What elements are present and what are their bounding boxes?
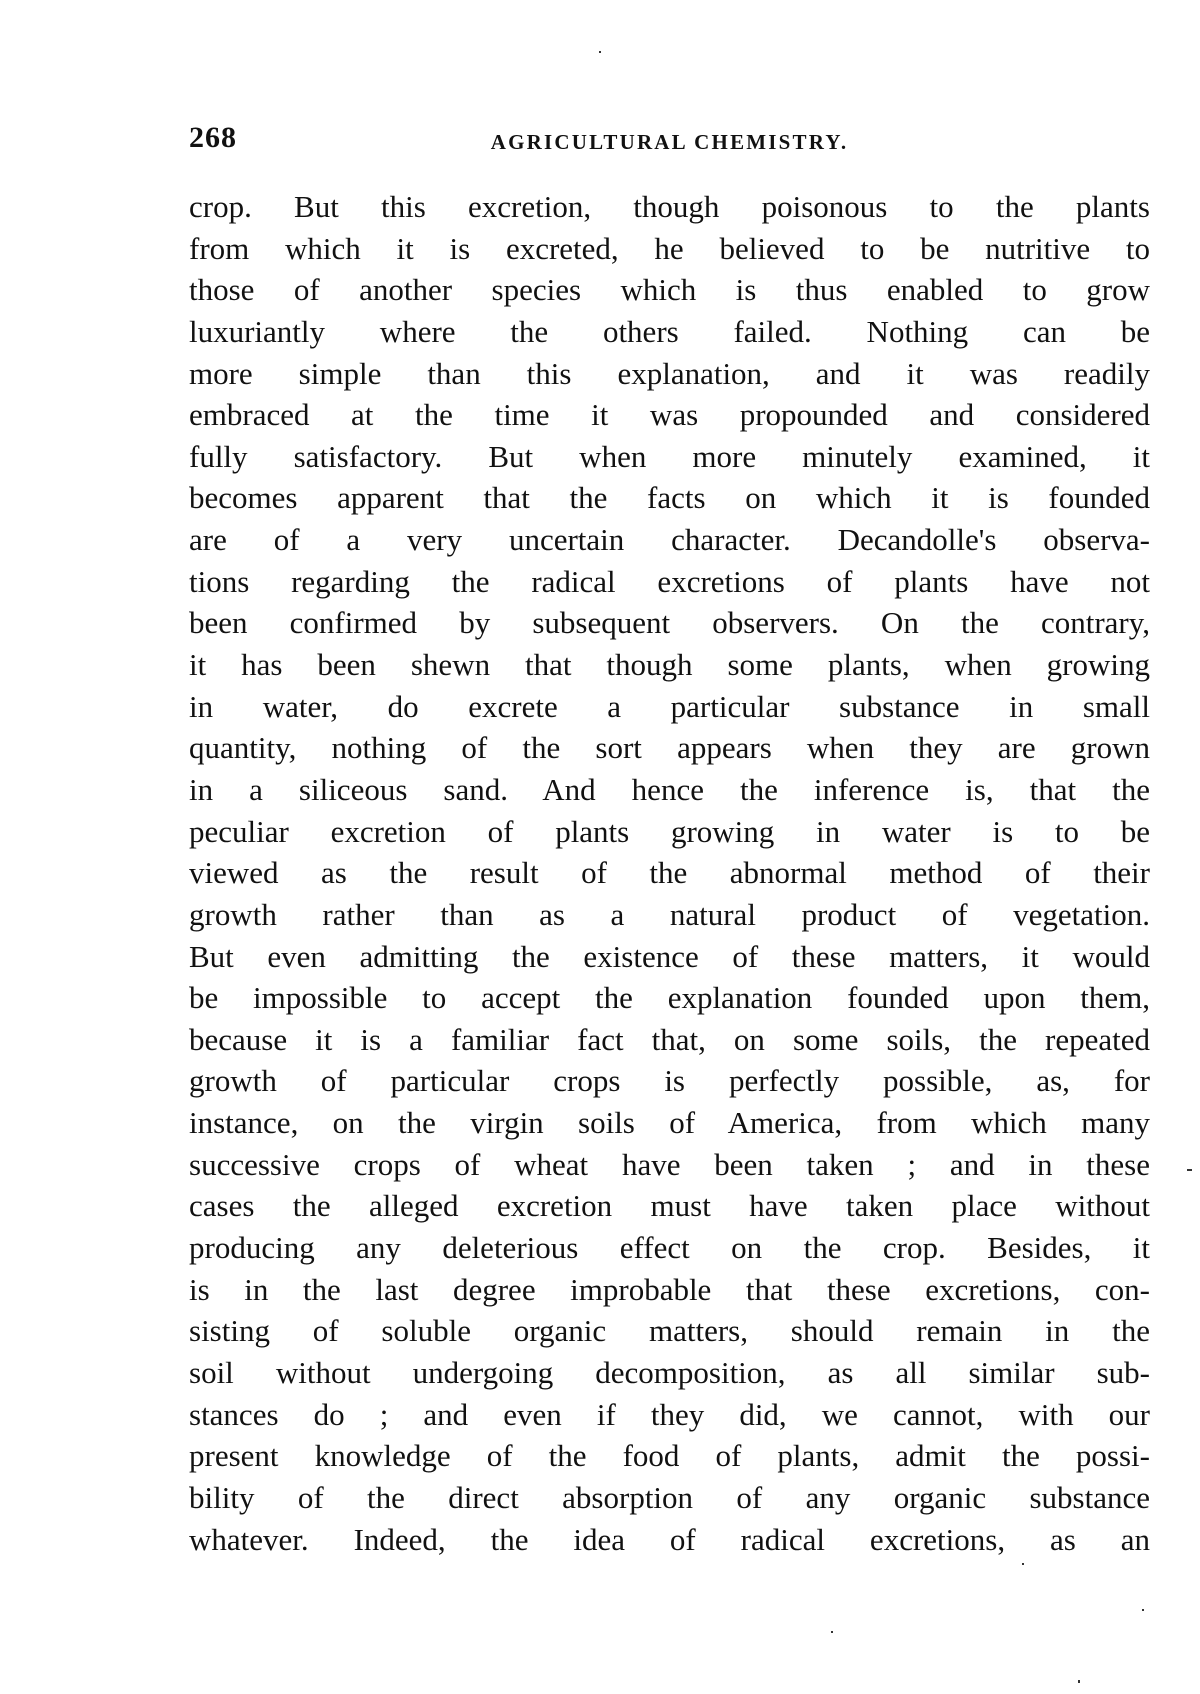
text-line: more simple than this explanation, and it was readily xyxy=(189,355,1150,391)
text-line: sisting of soluble organic matters, should remain in the xyxy=(189,1313,1150,1349)
text-line: present knowledge of the food of plants, admit the possi- xyxy=(189,1438,1150,1474)
text-line: bility of the direct absorption of any organic substance xyxy=(189,1479,1150,1515)
text-line: from which it is excreted, he believed to be nutritive to xyxy=(189,230,1150,266)
text-line: peculiar excretion of plants growing in water is to be xyxy=(189,813,1150,849)
scan-speck xyxy=(599,51,601,53)
text-line: But even admitting the existence of these matters, it would xyxy=(189,938,1150,974)
text-line: whatever. Indeed, the idea of radical excretions, as an xyxy=(189,1521,1150,1557)
body-text xyxy=(189,186,1150,1560)
text-line: becomes apparent that the facts on which it is founded xyxy=(189,480,1150,516)
text-line: cases the alleged excretion must have taken place without xyxy=(189,1188,1150,1224)
text-line: growth rather than as a natural product of vegetation. xyxy=(189,896,1150,932)
text-line: producing any deleterious effect on the crop. Besides, it xyxy=(189,1230,1150,1266)
text-line: embraced at the time it was propounded and considered xyxy=(189,397,1150,433)
scan-speck xyxy=(831,1631,833,1633)
text-line: instance, on the virgin soils of America, from which many xyxy=(189,1105,1150,1141)
text-line: luxuriantly where the others failed. Nothing can be xyxy=(189,313,1150,349)
text-line: in a siliceous sand. And hence the inference is, that the xyxy=(189,771,1150,807)
text-line: is in the last degree improbable that these excretions, con- xyxy=(189,1271,1150,1307)
text-line: be impossible to accept the explanation founded upon them, xyxy=(189,980,1150,1016)
scan-speck xyxy=(1142,1609,1144,1611)
text-line: those of another species which is thus enabled to grow xyxy=(189,272,1150,308)
text-line: in water, do excrete a particular substance in small xyxy=(189,688,1150,724)
text-line: are of a very uncertain character. Decandolle's observa- xyxy=(189,522,1150,558)
scan-speck xyxy=(1022,1563,1024,1565)
text-line: been confirmed by subsequent observers. On the contrary, xyxy=(189,605,1150,641)
text-line: tions regarding the radical excretions of plants have not xyxy=(189,563,1150,599)
text-line: stances do ; and even if they did, we cannot, with our xyxy=(189,1396,1150,1432)
text-line: fully satisfactory. But when more minutely examined, it xyxy=(189,438,1150,474)
text-line: growth of particular crops is perfectly possible, as, for xyxy=(189,1063,1150,1099)
text-line: quantity, nothing of the sort appears when they are grown xyxy=(189,730,1150,766)
text-line: because it is a familiar fact that, on some soils, the repeated xyxy=(189,1021,1150,1057)
running-head xyxy=(189,118,1150,158)
text-line: crop. But this excretion, though poisonous to the plants xyxy=(189,189,1150,224)
scan-speck xyxy=(1187,1169,1192,1171)
running-title: AGRICULTURAL CHEMISTRY. xyxy=(490,130,849,154)
text-line: viewed as the result of the abnormal method of their xyxy=(189,855,1150,891)
page-number: 268 xyxy=(189,121,237,154)
text-line: it has been shewn that though some plants, when growing xyxy=(189,647,1150,683)
scan-speck xyxy=(1078,1680,1080,1683)
text-line: successive crops of wheat have been taken ; and in these xyxy=(189,1146,1150,1182)
text-line: soil without undergoing decomposition, as all similar sub- xyxy=(189,1354,1150,1390)
